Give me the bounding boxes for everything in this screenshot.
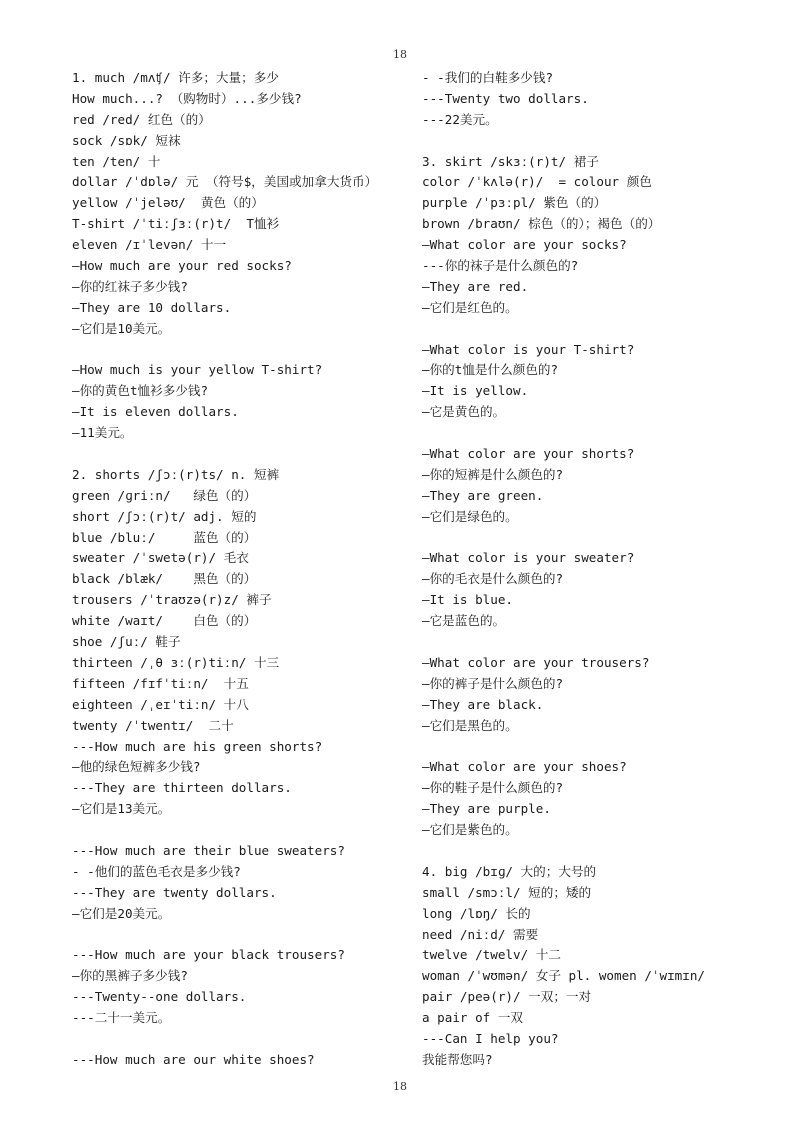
text-line: —They are black. [422, 696, 544, 712]
text-line: short /ʃɔː(r)t/ adj. 短的 [72, 508, 257, 524]
text-line: 4. big /bɪɡ/ 大的；大号的 [422, 863, 597, 879]
text-line: 我能帮您吗? [422, 1051, 493, 1067]
text-line: —你的红袜子多少钱? [72, 278, 188, 294]
text-line: trousers /ˈtraʊzə(r)z/ 裤子 [72, 592, 272, 608]
text-line: —你的鞋子是什么颜色的? [422, 780, 564, 796]
text-line: 1. much /mʌʧ/ 许多；大量；多少 [72, 70, 279, 85]
text-line: 3. skirt /skɜː(r)t/ 裙子 [422, 153, 599, 169]
text-line: sweater /ˈswetə(r)/ 毛衣 [72, 550, 249, 566]
text-line [422, 528, 742, 549]
text-line: black /blæk/ 黑色（的） [72, 571, 257, 587]
text-line: —What color are your trousers? [422, 654, 650, 670]
text-line [72, 925, 402, 946]
text-line: —They are purple. [422, 801, 551, 817]
text-line: —它们是绿色的。 [422, 508, 518, 524]
text-line [422, 737, 742, 758]
text-line: need /niːd/ 需要 [422, 926, 539, 942]
text-line: —It is yellow. [422, 383, 529, 399]
text-line: 2. shorts /ʃɔː(r)ts/ n. 短裤 [72, 466, 280, 482]
text-line: —How much are your red socks? [72, 258, 292, 274]
text-line: shoe /ʃuː/ 鞋子 [72, 634, 181, 650]
text-line: —How much is your yellow T-shirt? [72, 362, 323, 378]
text-line: ---二十一美元。 [72, 1010, 171, 1026]
text-line: ---How much are our white shoes? [72, 1051, 315, 1067]
text-line: dollar /ˈdɒlə/ 元 （符号$，美国或加拿大货币） [72, 174, 378, 190]
text-line: ---They are thirteen dollars. [72, 780, 292, 796]
page-number-top: 18 [393, 48, 407, 61]
text-line: —It is eleven dollars. [72, 404, 239, 420]
text-line: blue /bluː/ 蓝色（的） [72, 529, 257, 545]
text-line: small /smɔːl/ 短的；矮的 [422, 884, 592, 900]
text-line: eleven /ɪˈlevən/ 十一 [72, 237, 227, 253]
text-line: —你的t恤是什么颜色的? [422, 362, 559, 378]
text-line: sock /sɒk/ 短袜 [72, 132, 181, 148]
text-line [72, 340, 402, 361]
right-column [422, 68, 742, 1071]
text-line: —你的黑裤子多少钱? [72, 968, 188, 984]
text-line: ---They are twenty dollars. [72, 884, 277, 900]
text-line: ---Twenty--one dollars. [72, 989, 247, 1005]
text-line: long /lɒŋ/ 长的 [422, 905, 531, 921]
text-line: —They are green. [422, 487, 544, 503]
text-line: woman /ˈwʊmən/ 女子 pl. women /ˈwɪmɪn/ [422, 968, 705, 984]
text-line: —它们是红色的。 [422, 299, 518, 315]
text-line: —它们是10美元。 [72, 320, 171, 336]
text-line: - -我们的白鞋多少钱? [422, 70, 554, 85]
text-line: T-shirt /ˈtiːʃɜː(r)t/ T恤衫 [72, 216, 280, 232]
text-line: —你的裤子是什么颜色的? [422, 675, 564, 691]
text-line: —你的毛衣是什么颜色的? [422, 571, 564, 587]
text-line: —What color are your socks? [422, 237, 627, 253]
text-line: —它们是13美元。 [72, 801, 171, 817]
text-line: —你的黄色t恤衫多少钱? [72, 383, 209, 399]
text-line: thirteen /ˌθ ɜː(r)tiːn/ 十三 [72, 654, 280, 670]
text-line [72, 444, 402, 465]
text-line: ---你的袜子是什么颜色的? [422, 258, 579, 274]
text-line: ---Can I help you? [422, 1030, 559, 1046]
text-line [422, 131, 742, 152]
text-line: —What color are your shorts? [422, 446, 635, 462]
text-line: pair /peə(r)/ 一双；一对 [422, 989, 592, 1005]
text-line: - -他们的蓝色毛衣是多少钱? [72, 863, 241, 879]
text-line: ---How much are your black trousers? [72, 947, 345, 963]
text-line [72, 820, 402, 841]
left-column [72, 68, 402, 1071]
text-line: —They are 10 dollars. [72, 299, 232, 315]
text-line: ---22美元。 [422, 111, 498, 127]
text-line: ten /ten/ 十 [72, 153, 161, 169]
text-line: purple /ˈpɜːpl/ 紫色（的） [422, 195, 607, 211]
text-line: ---How much are their blue sweaters? [72, 842, 345, 858]
text-line: ---How much are his green shorts? [72, 738, 323, 754]
text-line: —It is blue. [422, 592, 513, 608]
text-line: a pair of 一双 [422, 1010, 524, 1026]
text-line: twenty /ˈtwentɪ/ 二十 [72, 717, 234, 733]
text-line: —你的短裤是什么颜色的? [422, 466, 564, 482]
text-line: yellow /ˈjeləʊ/ 黄色（的） [72, 195, 264, 211]
text-line: —它是蓝色的。 [422, 613, 506, 629]
text-line: white /waɪt/ 白色（的） [72, 613, 257, 629]
text-line: brown /braʊn/ 棕色（的）；褐色（的） [422, 216, 661, 232]
text-line [422, 423, 742, 444]
text-line: ---Twenty two dollars. [422, 90, 589, 106]
text-line [422, 319, 742, 340]
text-line [422, 632, 742, 653]
text-line [72, 1029, 402, 1050]
text-line: How much...? （购物时）...多少钱? [72, 90, 302, 106]
text-line [422, 841, 742, 862]
text-line: —它是黄色的。 [422, 404, 506, 420]
text-line: —它们是紫色的。 [422, 822, 518, 838]
text-line: eighteen /ˌeɪˈtiːn/ 十八 [72, 696, 249, 712]
text-line: —What color is your sweater? [422, 550, 635, 566]
text-line: red /red/ 红色（的） [72, 111, 211, 127]
text-line: —What color are your shoes? [422, 759, 627, 775]
text-line: twelve /twelv/ 十二 [422, 947, 561, 963]
text-line: green /ɡriːn/ 绿色（的） [72, 487, 257, 503]
text-line: color /ˈkʌlə(r)/ = colour 颜色 [422, 174, 652, 190]
page-number-bottom: 18 [393, 1080, 407, 1093]
text-line: fifteen /fɪfˈtiːn/ 十五 [72, 675, 249, 691]
text-line: —11美元。 [72, 425, 133, 441]
text-line: —它们是黑色的。 [422, 717, 518, 733]
text-line: —They are red. [422, 278, 529, 294]
text-line: —他的绿色短裤多少钱? [72, 759, 201, 775]
text-line: —它们是20美元。 [72, 905, 171, 921]
text-line: —What color is your T-shirt? [422, 341, 635, 357]
